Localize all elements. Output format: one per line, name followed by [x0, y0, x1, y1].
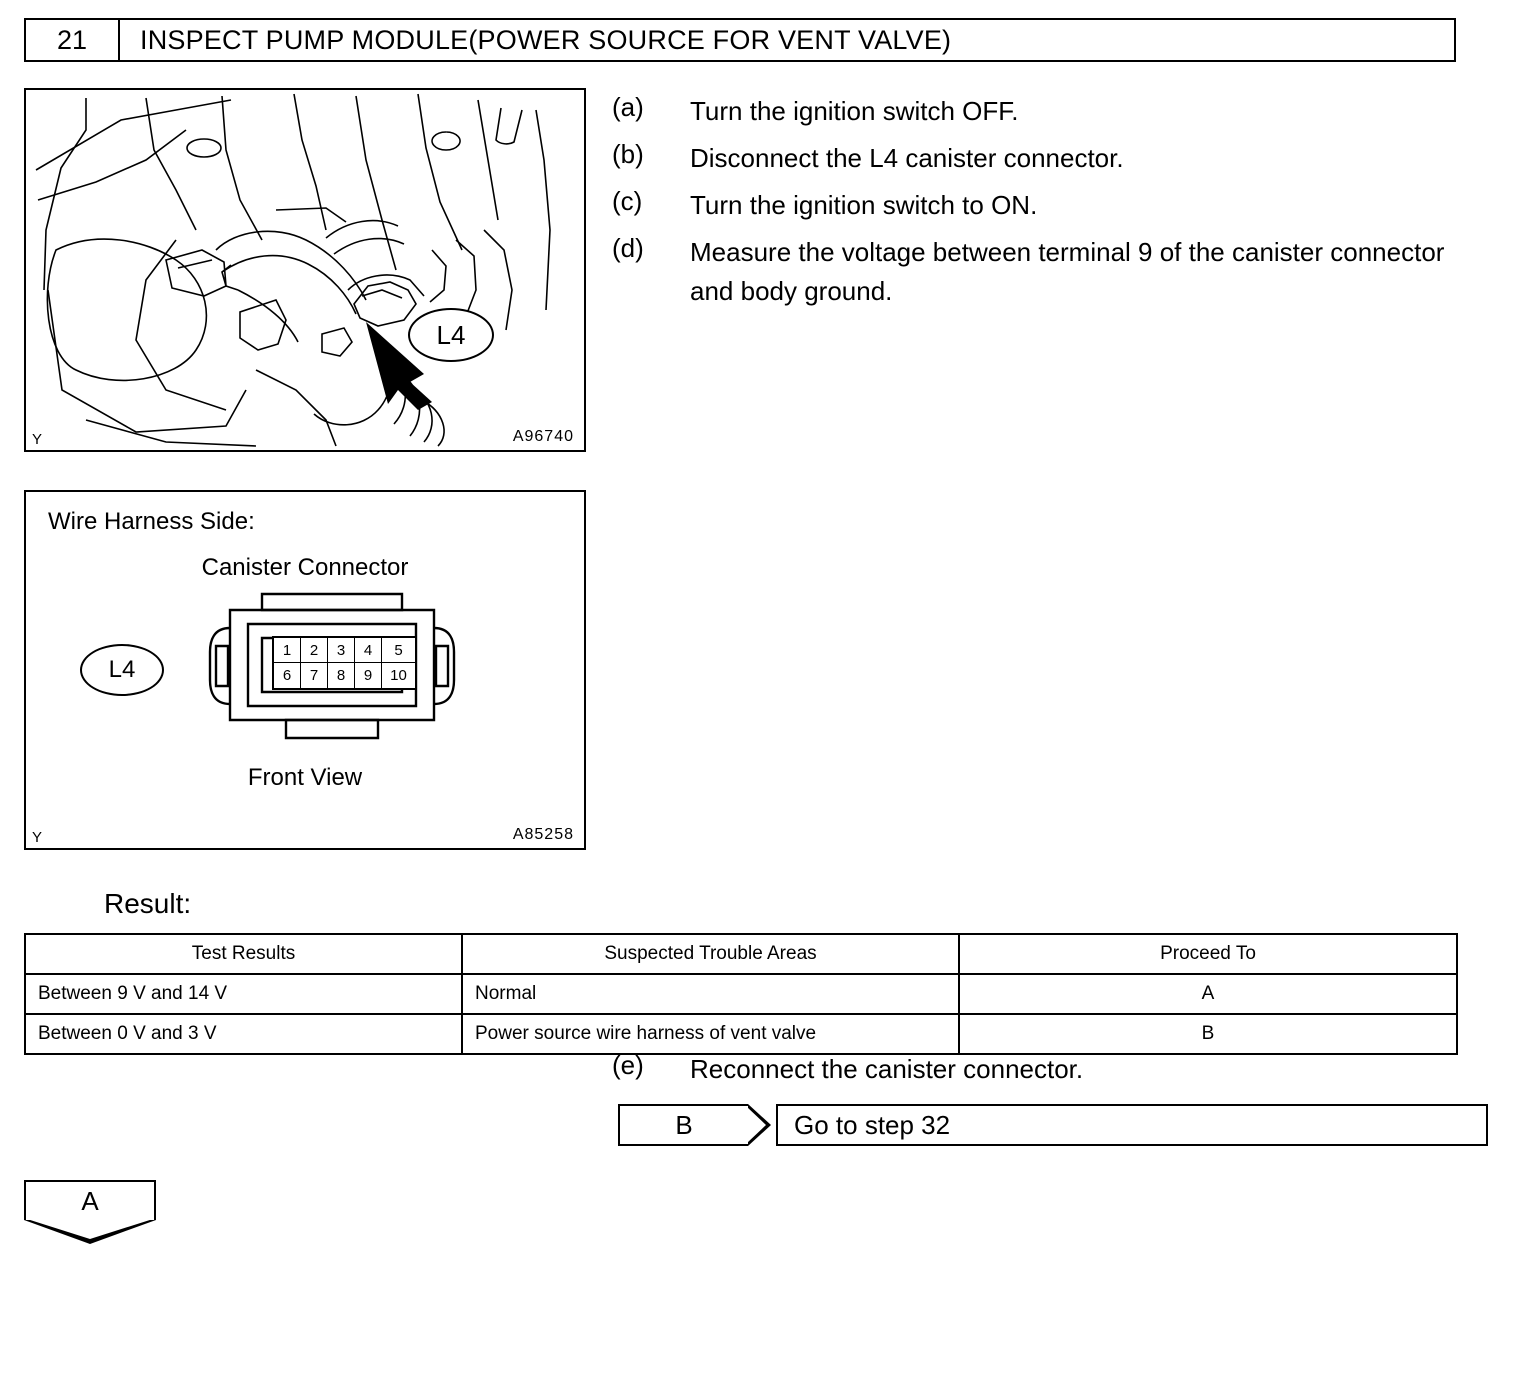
flow-tag-a — [24, 1180, 156, 1220]
pin-9: 9 — [355, 663, 382, 688]
l4-callout-connector: L4 — [80, 644, 164, 696]
pump-module-photo-figure — [24, 88, 586, 452]
instruction-label-c: (c) — [612, 186, 643, 216]
pin-5: 5 — [382, 638, 415, 663]
wire-harness-side-label: Wire Harness Side: — [48, 508, 255, 535]
result-table — [24, 933, 1458, 1055]
cell-trouble-area-2: Power source wire harness of vent valve — [462, 1014, 959, 1054]
pin-2: 2 — [301, 638, 328, 663]
step-title: INSPECT PUMP MODULE(POWER SOURCE FOR VENT VALVE) — [140, 24, 952, 55]
column-header-trouble-areas: Suspected Trouble Areas — [462, 934, 959, 974]
column-header-test-results: Test Results — [25, 934, 462, 974]
pin-6: 6 — [274, 663, 301, 688]
instruction-text-b: Disconnect the L4 canister connector. — [690, 143, 1124, 173]
flow-tag-a-label: A — [81, 1185, 99, 1216]
table-row — [25, 974, 1457, 1014]
instruction-label-a: (a) — [612, 92, 644, 122]
pin-7: 7 — [301, 663, 328, 688]
canister-connector-label: Canister Connector — [201, 554, 409, 581]
instruction-text-d: Measure the voltage between terminal 9 of the canister connector and body ground. — [690, 237, 1445, 306]
instruction-item-b — [612, 139, 1472, 178]
instruction-label-d: (d) — [612, 233, 644, 263]
instruction-label-b: (b) — [612, 139, 644, 169]
figure-code-photo: A96740 — [512, 428, 574, 445]
pin-10: 10 — [390, 667, 407, 684]
pin-3: 3 — [328, 638, 355, 663]
instruction-item-c — [612, 186, 1472, 225]
cell-test-result-2: Between 0 V and 3 V — [25, 1014, 462, 1054]
instruction-label-e: (e) — [612, 1050, 644, 1080]
cell-proceed-to-2: B — [959, 1014, 1457, 1054]
goto-step-box[interactable]: Go to step 32 — [776, 1104, 1488, 1146]
pump-module-illustration — [26, 90, 584, 450]
pin-row-bottom — [274, 663, 415, 688]
instruction-text-a: Turn the ignition switch OFF. — [690, 96, 1019, 126]
figure-corner-mark: Y — [32, 431, 43, 448]
instruction-text-c: Turn the ignition switch to ON. — [690, 190, 1038, 220]
pin-8: 8 — [328, 663, 355, 688]
pin-4: 4 — [355, 638, 382, 663]
pin-1: 1 — [274, 638, 301, 663]
step-number: 21 — [26, 20, 120, 60]
pin-row-top — [274, 638, 415, 663]
cell-test-result-1: Between 9 V and 14 V — [25, 974, 462, 1014]
table-header-row — [25, 934, 1457, 974]
instruction-list — [612, 92, 1472, 319]
figure-corner-mark-connector: Y — [32, 829, 43, 846]
cell-trouble-area-1: Normal — [462, 974, 959, 1014]
canister-connector-figure — [24, 490, 586, 850]
instruction-text-e: Reconnect the canister connector. — [690, 1054, 1084, 1084]
connector-pin-grid — [272, 636, 417, 690]
cell-proceed-to-1: A — [959, 974, 1457, 1014]
table-row — [25, 1014, 1457, 1054]
front-view-label: Front View — [247, 764, 363, 791]
column-header-proceed-to: Proceed To — [959, 934, 1457, 974]
step-header — [24, 18, 1456, 62]
instruction-item-d — [612, 233, 1472, 311]
flow-tag-b: B — [618, 1104, 748, 1146]
instruction-item-a — [612, 92, 1472, 131]
figure-code-connector: A85258 — [512, 826, 574, 843]
l4-callout-photo: L4 — [408, 308, 494, 362]
result-label: Result: — [104, 888, 192, 919]
instruction-item-e — [612, 1050, 1083, 1089]
goto-flow-connector — [618, 1104, 1488, 1146]
